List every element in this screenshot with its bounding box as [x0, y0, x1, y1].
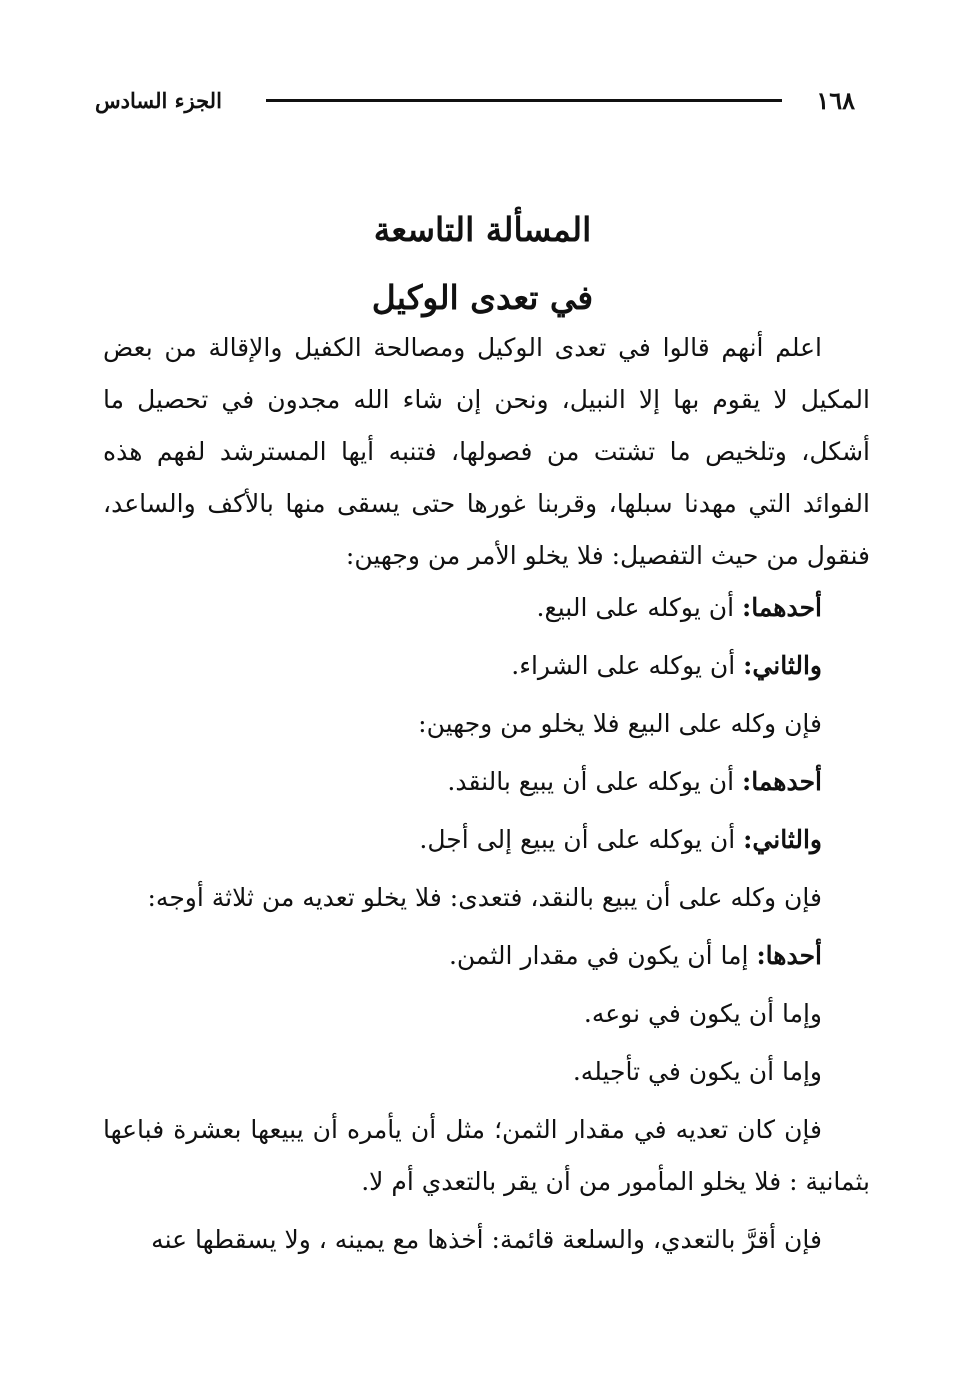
list-item: [103, 582, 870, 634]
item-label: أحدهما:: [741, 767, 822, 796]
item-text: أن يوكله على أن يبيع إلى أجل.: [419, 825, 744, 854]
part-title: الجزء السادس: [95, 87, 222, 113]
item-label: أحدها:: [756, 941, 822, 970]
list-item: وإما أن يكون في تأجيله.: [572, 1057, 822, 1086]
list-item: [103, 930, 870, 982]
item-label: أحدهما:: [741, 593, 822, 622]
list-item: [103, 756, 870, 808]
price-paragraph: فإن كان تعديه في مقدار الثمن؛ مثل أن يأمره أن يبيعها بعشرة فباعها بثمانية : فلا يخلو المأمور من أن يقر بالتعدي أم لا.: [103, 1115, 870, 1196]
header-rule: [266, 99, 782, 102]
item-text: إما أن يكون في مقدار الثمن.: [448, 941, 757, 970]
intro-paragraph: اعلم أنهم قالوا في تعدى الوكيل ومصالحة الكفيل والإقالة من بعض المكيل لا يقوم بها إلا النبيل، ونحن إن شاء الله مجدون في تحصيل ما أشكل، وتلخيص ما تشتت من فصولها، فتنبه أيها المسترشد لفهم هذه الفوائد التي مهدنا سبلها، وقربنا غورها حتى يسقى منها بالأكف والساعد، فنقول من حيث التفصيل: فلا يخلو الأمر من وجهين:: [103, 333, 870, 570]
list-item: [103, 814, 870, 866]
item-text: أن يوكله على أن يبيع بالنقد.: [447, 767, 742, 796]
item-text: أن يوكله على الشراء.: [511, 651, 744, 680]
item-text: أن يوكله على البيع.: [536, 593, 742, 622]
body-text: [103, 322, 870, 1266]
chapter-subtitle: في تعدى الوكيل: [371, 278, 594, 317]
item-label: والثاني:: [743, 825, 822, 854]
cash-sale-paragraph: فإن وكله على أن يبيع بالنقد، فتعدى: فلا يخلو تعديه من ثلاثة أوجه:: [147, 883, 822, 912]
chapter-title: المسألة التاسعة: [373, 210, 592, 249]
item-label: والثاني:: [743, 651, 822, 680]
last-paragraph: فإن أقرَّ بالتعدي، والسلعة قائمة: أخذها مع يمينه ، ولا يسقطها عنه: [151, 1225, 822, 1254]
sale-condition-line: فإن وكله على البيع فلا يخلو من وجهين:: [418, 709, 822, 738]
list-item: [103, 640, 870, 692]
section-titles: [95, 196, 870, 332]
page-header: [95, 80, 855, 120]
list-item: وإما أن يكون في نوعه.: [583, 999, 822, 1028]
page-number: ١٦٨: [816, 85, 855, 115]
